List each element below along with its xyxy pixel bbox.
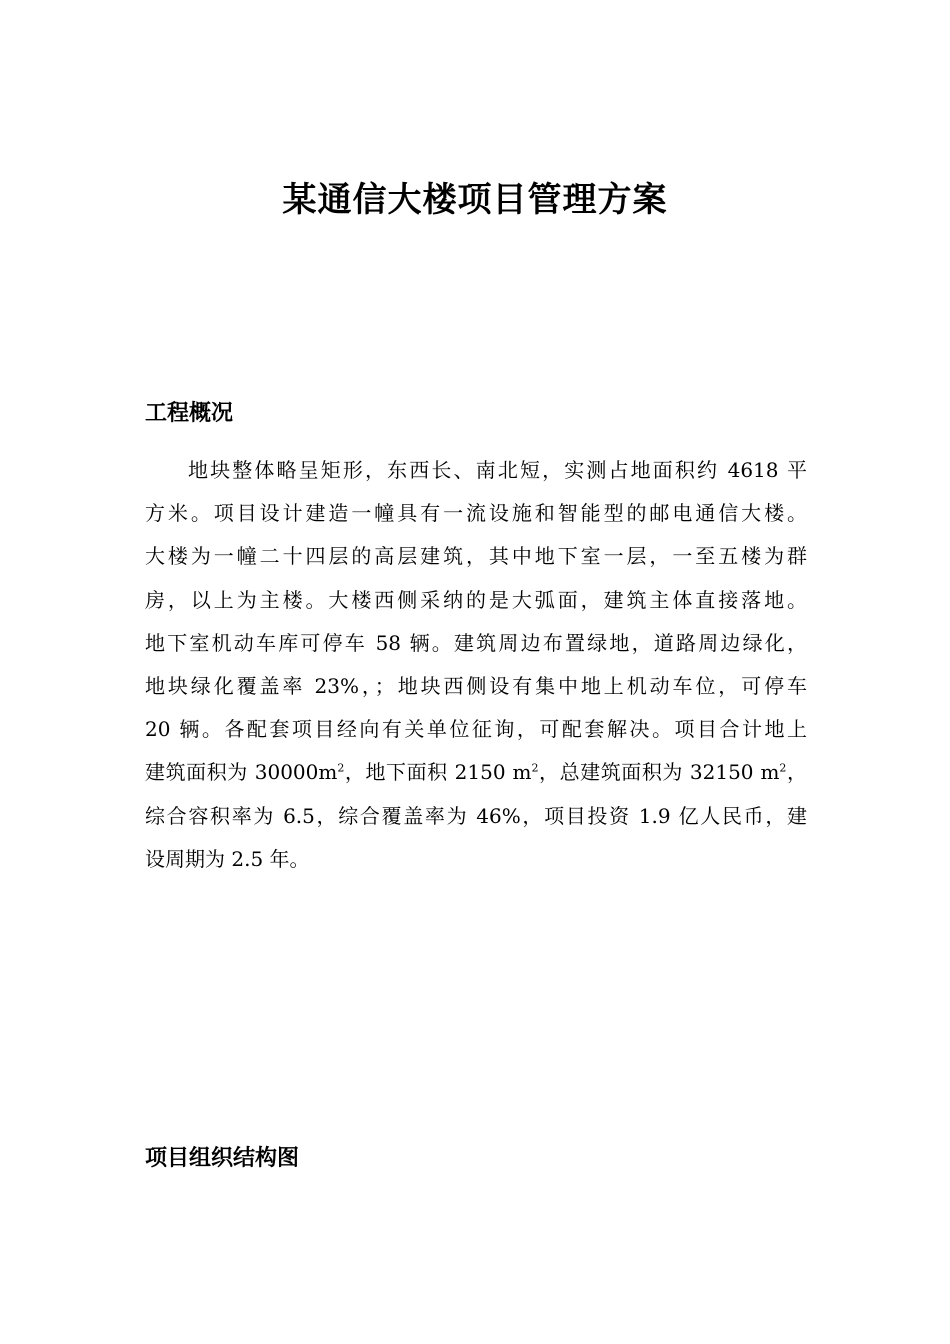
area-text-underground: ，地下面积 2150 m (344, 760, 532, 785)
area-text-above-ground: 建筑面积为 30000m (145, 760, 338, 785)
paragraph-line: 地块绿化覆盖率 23%，；地块西侧设有集中地上机动车位，可停车 (145, 674, 807, 699)
paragraph-line: 方米。项目设计建造一幢具有一流设施和智能型的邮电通信大楼。 (145, 501, 807, 526)
section-heading-org-chart: 项目组织结构图 (145, 1145, 300, 1171)
paragraph-line: 大楼为一幢二十四层的高层建筑，其中地下室一层，一至五楼为群 (145, 544, 807, 569)
superscript-2: 2 (337, 761, 345, 775)
area-text-total: ，总建筑面积为 32150 m (538, 760, 780, 785)
paragraph-line: 20 辆。各配套项目经向有关单位征询，可配套解决。项目合计地上 (145, 717, 807, 742)
paragraph-line: 综合容积率为 6.5，综合覆盖率为 46%，项目投资 1.9 亿人民币，建 (145, 803, 807, 828)
document-title: 某通信大楼项目管理方案 (282, 180, 668, 220)
paragraph-line: 房，以上为主楼。大楼西侧采纳的是大弧面，建筑主体直接落地。 (145, 587, 807, 612)
paragraph-line: 设周期为 2.5 年。 (145, 846, 310, 871)
paragraph-line: 地块整体略呈矩形，东西长、南北短，实测占地面积约 4618 平 (188, 458, 807, 482)
area-text-end: ， (786, 760, 807, 785)
superscript-2: 2 (531, 761, 539, 775)
superscript-2: 2 (779, 761, 787, 775)
paragraph-line: 地下室机动车库可停车 58 辆。建筑周边布置绿地，道路周边绿化， (145, 630, 807, 655)
section-heading-overview: 工程概况 (145, 400, 234, 426)
overview-paragraph (145, 449, 807, 881)
paragraph-line-area (145, 751, 807, 794)
